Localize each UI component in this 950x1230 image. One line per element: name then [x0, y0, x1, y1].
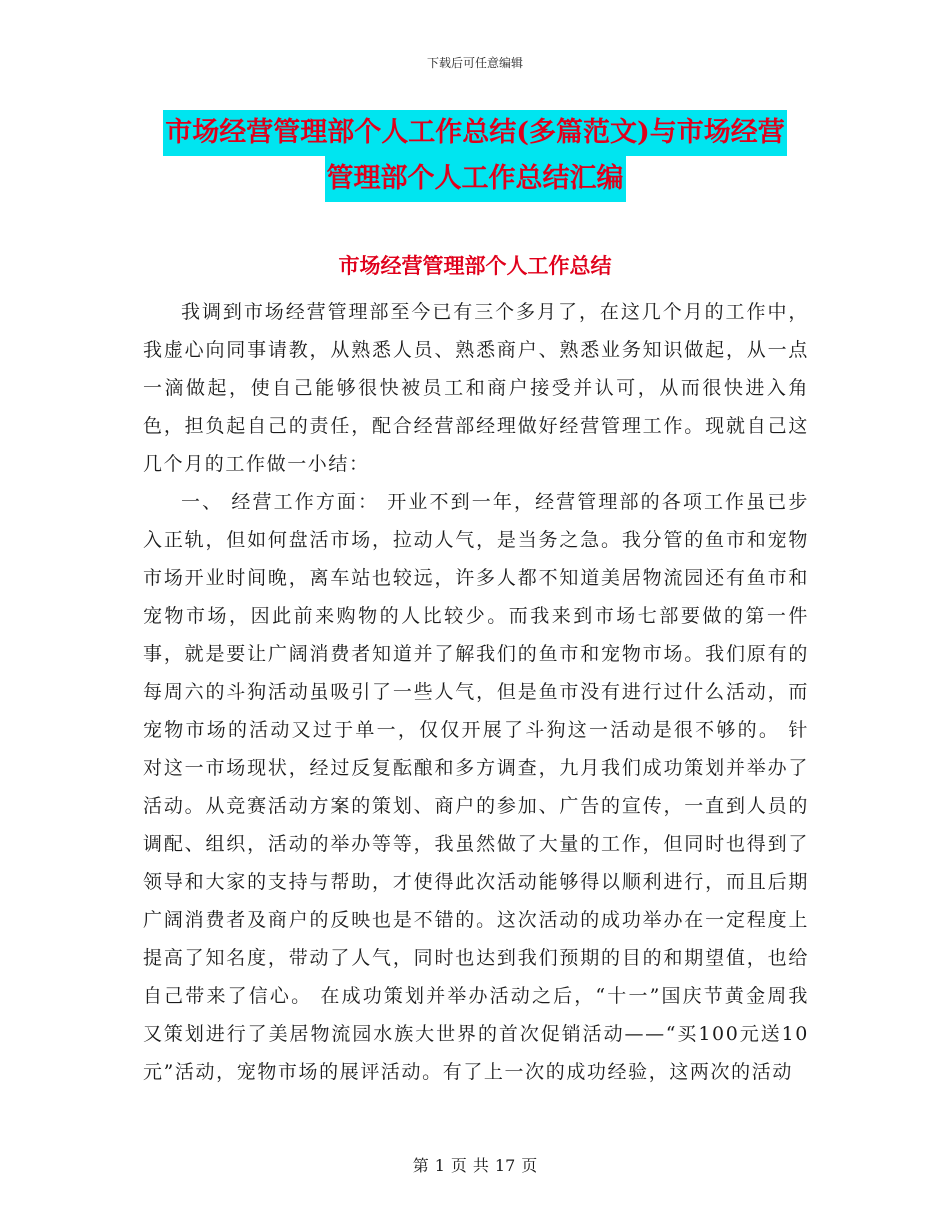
body-text	[143, 293, 809, 1091]
page-number-footer	[0, 1153, 950, 1176]
page-label-total: 共	[472, 1156, 489, 1175]
document-title	[0, 110, 950, 202]
page-total: 17	[494, 1156, 516, 1175]
title-line-2: 管理部个人工作总结汇编	[325, 156, 626, 202]
section-heading: 市场经营管理部个人工作总结	[338, 253, 612, 278]
page-current: 1	[434, 1156, 445, 1175]
paragraph-business-work: 一、 经营工作方面： 开业不到一年，经营管理部的各项工作虽已步入正轨，但如何盘活市场，拉动人气，是当务之急。我分管的鱼市和宠物市场开业时间晚，离车站也较远，许多人都不知道美居物流园还有鱼市和宠物市场，因此前来购物的人比较少。而我来到市场七部要做的第一件事，就是要让广阔消费者知道并了解我们的鱼市和宠物市场。我们原有的每周六的斗狗活动虽吸引了一些人气，但是鱼市没有进行过什么活动，而宠物市场的活动又过于单一，仅仅开展了斗狗这一活动是很不够的。 针对这一市场现状，经过反复酝酿和多方调查，九月我们成功策划并举办了活动。从竞赛活动方案的策划、商户的参加、广告的宣传，一直到人员的调配、组织，活动的举办等等，我虽然做了大量的工作，但同时也得到了领导和大家的支持与帮助，才使得此次活动能够得以顺利进行，而且后期广阔消费者及商户的反映也是不错的。这次活动的成功举办在一定程度上提高了知名度，带动了人气，同时也达到我们预期的目的和期望值，也给自己带来了信心。 在成功策划并举办活动之后，“十一”国庆节黄金周我又策划进行了美居物流园水族大世界的首次促销活动——“买100元送10元”活动，宠物市场的展评活动。有了上一次的成功经验，这两次的活动	[143, 491, 809, 1083]
header-note: 下载后可任意编辑	[426, 56, 523, 70]
title-line-1: 市场经营管理部个人工作总结(多篇范文)与市场经营	[163, 110, 787, 156]
page-label-mid: 页	[450, 1156, 467, 1175]
page-label-suffix: 页	[521, 1156, 538, 1175]
paragraph-intro: 我调到市场经营管理部至今已有三个多月了，在这几个月的工作中，我虚心向同事请教，从熟悉人员、熟悉商户、熟悉业务知识做起，从一点一滴做起，使自己能够很快被员工和商户接受并认可，从而很快进入角色，担负起自己的责任，配合经营部经理做好经营管理工作。现就自己这几个月的工作做一小结：	[143, 301, 809, 475]
page-label-prefix: 第	[412, 1156, 429, 1175]
